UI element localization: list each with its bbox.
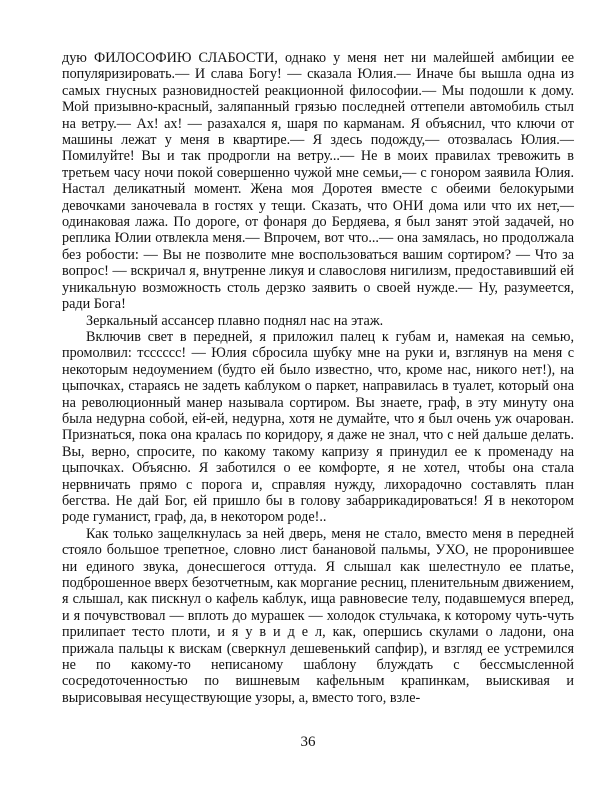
paragraph-2: Зеркальный ассансер плавно поднял нас на этаж. [86, 312, 384, 329]
paragraph-4: Как только защелкнулась за ней дверь, меня не стало, вместо меня в передней стояло большое трепетное, словно лист банановой пальмы, УХО, не проронившее ни единого звука, донесшегося оттуда. Я слышал как шелестнуло ее платье, подброшенное вверх безотчетным, как моргание ресниц, пленительным движением, я слышал, как пискнул о кафель каблук, ища равновесие телу, подавшемуся вперед, и я почувствовал — вплоть до мурашек — холодок стульчака, к которому чуть-чуть прилипает тесто плоти, и я у в и д е л, как, опершись скулами о ладони, она прижала пальцы к вискам (сверкнул дешевенький сапфир), и взгляд ее устремился не по какому-то неписаному шаблону блуждать с бессмысленной сосредоточенностью по вишневым кафельным крапинкам, выискивая и вырисовывая несуществующие узоры, а, вместо того, взле- [62, 525, 574, 706]
page-body [62, 50, 574, 790]
paragraph-3: Включив свет в передней, я приложил палец к губам и, намекая на семью, промолвил: тсссссс! — Юлия сбросила шубку мне на руки и, взглянув на меня с некоторым недоумением (будто ей было известно, что, кроме нас, никого нет!), на цыпочках, стараясь не задеть каблуком о паркет, направилась в туалет, который она на революционный манер называла сортиром. Вы знаете, граф, в эту минуту она была недурна собой, ей-ей, недурна, хотя не думайте, что я был очень уж очарован. Признаться, пока она кралась по коридору, я даже не знал, что с ней дальше делать. Вы, верно, спросите, по какому такому капризу я принудил ее к променаду на цыпочках. Объясню. Я заботился о ее комфорте, я не хотел, чтобы она стала нервничать прямо с порога и, справляя нужду, лихорадочно составлять план бегства. Не дай Бог, ей пришло бы в голову забаррикадироваться! Я в некотором роде гуманист, граф, да, в некотором роде!.. [62, 328, 574, 526]
page-number: 36 [300, 734, 316, 750]
paragraph-1: дую ФИЛОСОФИЮ СЛАБОСТИ, однако у меня нет ни малейшей амбиции ее популяризировать.— И слава Богу! — сказала Юлия.— Иначе бы вышла одна из самых гнусных разновидностей реакционной философии.— Мы подошли к дому. Мой призывно-красный, заляпанный грязью последней оттепели автомобиль стыл на ветру.— Ах! ах! — разахался я, шаря по карманам. Я объяснил, что ключи от машины лежат у меня в квартире.— Я здесь подожду,— отозвалась Юлия.— Помилуйте! Вы и так продрогли на ветру...— Не в моих правилах тревожить в третьем часу ночи покой совершенно чужой мне семьи,— с гонором заявила Юлия. Настал деликатный момент. Жена моя Доротея вместе с обеими белокурыми девочками заночевала в гостях у тещи. Сказать, что ОНИ дома или что их нет,— одинаковая лажа. По дороге, от фонаря до Бердяева, я был занят этой задачей, но реплика Юлии отвлекла меня.— Впрочем, вот что...— она замялась, но продолжала без робости: — Вы не позволите мне воспользоваться вашим сортиром? — Что за вопрос! — вскричал я, внутренне ликуя и славословя нигилизм, предоставивший ей уникальную возможность столь дерзко заявить о своей нужде.— Ну, разумеется, ради Бога! [62, 50, 574, 313]
